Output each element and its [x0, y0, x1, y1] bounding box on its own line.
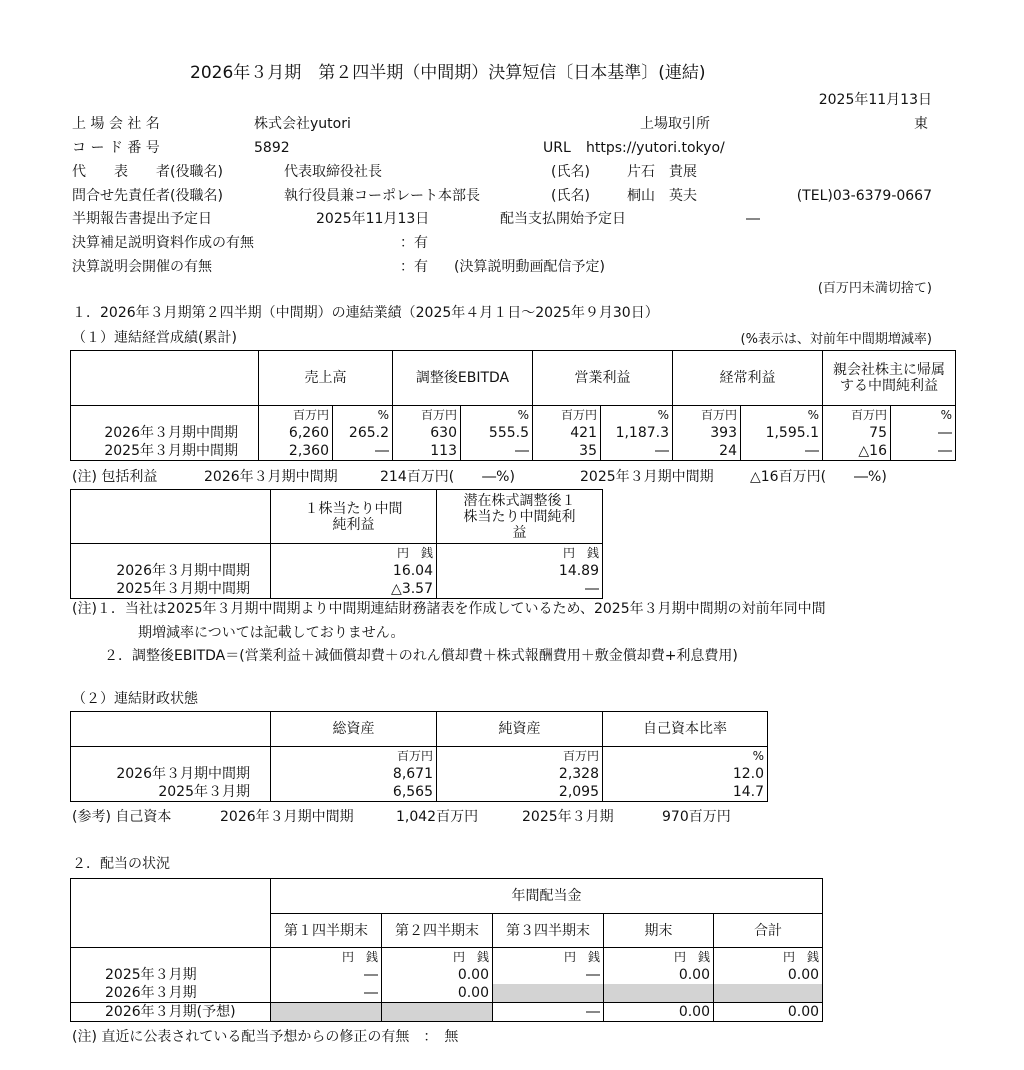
operating-results-table: [70, 350, 956, 461]
note-2: ２．調整後EBITDA＝(営業利益＋減価償却費＋のれん償却費＋株式報酬費用＋敷金償却費+利息費用): [104, 648, 738, 664]
unit: %: [601, 406, 673, 425]
ref-value2: 970百万円: [662, 809, 731, 825]
unit: %: [891, 406, 956, 425]
pct-note: (%表示は、対前年中間期増減率): [740, 332, 932, 347]
cell: ―: [891, 424, 956, 442]
table-row: [71, 562, 603, 580]
rep-name-label: (氏名): [551, 164, 590, 180]
meeting-value: ：有: [400, 259, 428, 275]
cell: 1,187.3: [601, 424, 673, 442]
cell: 6,260: [259, 424, 333, 442]
unit: 百万円: [533, 406, 601, 425]
unit: 円 銭: [437, 544, 603, 563]
cell: ―: [741, 442, 823, 461]
cell: 0.00: [714, 1003, 823, 1022]
cell: 555.5: [461, 424, 533, 442]
meeting-note: (決算説明動画配信予定): [454, 259, 605, 275]
cell: ―: [271, 966, 382, 984]
cell: 0.00: [604, 1003, 714, 1022]
unit: 円 銭: [382, 948, 493, 967]
dividends-table: [70, 878, 823, 1022]
cell: 2,095: [437, 783, 603, 802]
ref-label: (参考) 自己資本: [72, 809, 172, 825]
cell: 6,565: [271, 783, 437, 802]
cell: 0.00: [382, 984, 493, 1003]
table-row: [71, 424, 956, 442]
header-operating-income: 営業利益: [533, 351, 673, 406]
cell-shaded: [382, 1003, 493, 1022]
header-q2: 第２四半期末: [382, 914, 493, 948]
cell: 630: [393, 424, 461, 442]
table-row: [71, 442, 956, 461]
note-1-cont: 期増減率については記載しておりません。: [138, 625, 405, 641]
row-label: 2025年３月期中間期: [71, 442, 259, 461]
header-annual-dividend: 年間配当金: [271, 879, 823, 914]
row-label: 2026年３月期(予想): [71, 1003, 271, 1022]
unit: %: [603, 747, 768, 766]
dividend-note: (注) 直近に公表されている配当予想からの修正の有無 ： 無: [72, 1029, 459, 1045]
exchange: 東: [914, 116, 928, 132]
header-total-assets: 総資産: [271, 712, 437, 747]
header-total: 合計: [714, 914, 823, 948]
dividend-start-label: 配当支払開始予定日: [500, 211, 626, 227]
row-label: 2026年３月期中間期: [71, 765, 271, 783]
cell-shaded: [714, 984, 823, 1003]
url-label: URL: [543, 140, 571, 156]
header-ordinary-income: 経常利益: [673, 351, 823, 406]
comprehensive-period1: 2026年３月期中間期: [204, 469, 338, 485]
unit: 百万円: [271, 747, 437, 766]
code-label: コ ー ド 番 号: [72, 140, 160, 156]
ref-value1: 1,042百万円: [396, 809, 479, 825]
rep-title: 代表取締役社長: [284, 164, 382, 180]
unit: 百万円: [823, 406, 891, 425]
cell: 0.00: [604, 966, 714, 984]
cell: 421: [533, 424, 601, 442]
comprehensive-value1: 214百万円( ―%): [380, 469, 515, 485]
table-row: [71, 966, 823, 984]
cell: 113: [393, 442, 461, 461]
row-label: 2025年３月期: [71, 783, 271, 802]
cell: ―: [493, 966, 604, 984]
cell: 16.04: [271, 562, 437, 580]
ref-period2: 2025年３月期: [522, 809, 614, 825]
supp-label: 決算補足説明資料作成の有無: [72, 235, 254, 251]
cell: 12.0: [603, 765, 768, 783]
cell-shaded: [271, 1003, 382, 1022]
header-diluted-eps: 潜在株式調整後１株当たり中間純利益: [437, 490, 603, 544]
cell: ―: [333, 442, 393, 461]
table-row: [71, 580, 603, 599]
code: 5892: [254, 140, 290, 156]
cell: 1,595.1: [741, 424, 823, 442]
unit: %: [741, 406, 823, 425]
cell: ―: [437, 580, 603, 599]
header-ebitda: 調整後EBITDA: [393, 351, 533, 406]
sub1-title: （１）連結経営成績(累計): [72, 330, 237, 346]
header-sales: 売上高: [259, 351, 393, 406]
cell: 2,360: [259, 442, 333, 461]
comprehensive-period2: 2025年３月期中間期: [580, 469, 714, 485]
row-label: 2025年３月期中間期: [71, 580, 271, 599]
cell-shaded: [604, 984, 714, 1003]
unit: 円 銭: [714, 948, 823, 967]
cell: 75: [823, 424, 891, 442]
unit: %: [461, 406, 533, 425]
doc-title: 2026年３月期 第２四半期（中間期）決算短信〔日本基準〕(連結): [190, 63, 706, 83]
contact-name-label: (氏名): [551, 188, 590, 204]
header-year-end: 期末: [604, 914, 714, 948]
section1-title: １．2026年３月期第２四半期（中間期）の連結業績（2025年４月１日～2025年９月30日）: [72, 305, 659, 321]
cell: ―: [601, 442, 673, 461]
rep-name: 片石 貴展: [627, 164, 697, 180]
table-row: [71, 984, 823, 1003]
company-name: 株式会社yutori: [254, 116, 351, 132]
header-eps: １株当たり中間純利益: [271, 490, 437, 544]
dividend-start-date: ―: [746, 211, 760, 227]
cell: 0.00: [714, 966, 823, 984]
unit: 円 銭: [271, 544, 437, 563]
cell: 393: [673, 424, 741, 442]
header-net-income: 親会社株主に帰属する中間純利益: [823, 351, 956, 406]
header-q3: 第３四半期末: [493, 914, 604, 948]
cell: 8,671: [271, 765, 437, 783]
cell: 2,328: [437, 765, 603, 783]
unit: 円 銭: [604, 948, 714, 967]
row-label: 2026年３月期中間期: [71, 424, 259, 442]
cell: 265.2: [333, 424, 393, 442]
cell: ―: [891, 442, 956, 461]
contact-name: 桐山 英夫: [627, 188, 697, 204]
row-label: 2026年３月期: [71, 984, 271, 1003]
meeting-label: 決算説明会開催の有無: [72, 259, 212, 275]
financial-position-table: [70, 711, 768, 802]
supp-value: ：有: [400, 235, 428, 251]
rounding-note: (百万円未満切捨て): [817, 281, 932, 296]
table-row: [71, 765, 768, 783]
cell: 0.00: [382, 966, 493, 984]
comprehensive-label: (注) 包括利益: [72, 469, 158, 485]
cell: △3.57: [271, 580, 437, 599]
report-date: 2025年11月13日: [316, 211, 430, 227]
cell-shaded: [493, 984, 604, 1003]
cell: ―: [493, 1003, 604, 1022]
cell: 14.7: [603, 783, 768, 802]
rep-label: 代 表 者(役職名): [72, 164, 223, 180]
url-link[interactable]: https://yutori.tokyo/: [586, 140, 725, 156]
note-1: (注)１．当社は2025年３月期中間期より中間期連結財務諸表を作成しているため、2025年３月期中間期の対前年同中間: [72, 601, 826, 617]
cell: 35: [533, 442, 601, 461]
row-label: 2025年３月期: [71, 966, 271, 984]
company-name-label: 上 場 会 社 名: [72, 116, 160, 132]
cell: 24: [673, 442, 741, 461]
contact-title: 執行役員兼コーポレート本部長: [284, 188, 480, 204]
header-equity-ratio: 自己資本比率: [603, 712, 768, 747]
eps-table: [70, 489, 603, 599]
unit: 円 銭: [493, 948, 604, 967]
sub2-title: （２）連結財政状態: [72, 691, 198, 707]
section2-title: ２．配当の状況: [72, 856, 170, 872]
unit: 百万円: [259, 406, 333, 425]
ref-period1: 2026年３月期中間期: [220, 809, 354, 825]
exchange-label: 上場取引所: [640, 116, 710, 132]
cell: △16: [823, 442, 891, 461]
header-net-assets: 純資産: [437, 712, 603, 747]
unit: 百万円: [437, 747, 603, 766]
table-row: [71, 1003, 823, 1022]
doc-date: 2025年11月13日: [818, 92, 932, 108]
unit: 百万円: [393, 406, 461, 425]
unit: 百万円: [673, 406, 741, 425]
contact-label: 問合せ先責任者(役職名): [72, 188, 223, 204]
row-label: 2026年３月期中間期: [71, 562, 271, 580]
cell: ―: [271, 984, 382, 1003]
report-label: 半期報告書提出予定日: [72, 211, 212, 227]
unit: 円 銭: [271, 948, 382, 967]
tel: (TEL)03-6379-0667: [796, 188, 932, 204]
comprehensive-value2: △16百万円( ―%): [750, 469, 887, 485]
table-row: [71, 783, 768, 802]
unit: %: [333, 406, 393, 425]
cell: 14.89: [437, 562, 603, 580]
cell: ―: [461, 442, 533, 461]
header-q1: 第１四半期末: [271, 914, 382, 948]
